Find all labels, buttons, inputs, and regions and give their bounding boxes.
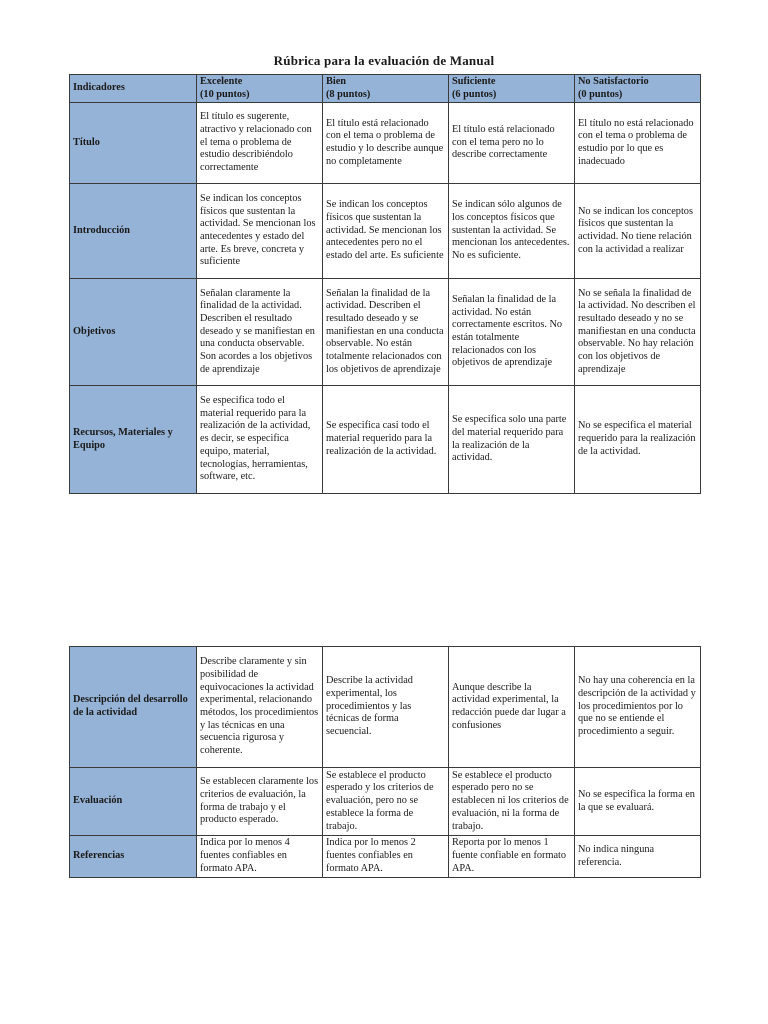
criterion-cell: El título es sugerente, atractivo y relacionado con el tema o problema de estudio describiéndolo correctamente	[197, 103, 323, 184]
row-recursos	[70, 386, 701, 494]
criterion-cell: Indica por lo menos 4 fuentes confiables en formato APA.	[197, 836, 323, 878]
criterion-cell: Describe la actividad experimental, los procedimientos y las técnicas de forma secuencial.	[323, 647, 449, 768]
indicator-label: Descripción del desarrollo de la actividad	[70, 647, 197, 768]
header-row	[70, 75, 701, 103]
indicator-label: Introducción	[70, 184, 197, 279]
header-level-excelente	[197, 75, 323, 103]
rubric-table-part-1	[69, 74, 701, 494]
level-points: (6 puntos)	[452, 89, 497, 100]
criterion-cell: Reporta por lo menos 1 fuente confiable en formato APA.	[449, 836, 575, 878]
header-level-suficiente	[449, 75, 575, 103]
row-evaluacion	[70, 768, 701, 836]
criterion-cell: Se establecen claramente los criterios de evaluación, la forma de trabajo y el producto esperado.	[197, 768, 323, 836]
criterion-cell: Señalan claramente la finalidad de la actividad. Describen el resultado deseado y se manifiestan en una conducta observable. Son acordes a los objetivos de aprendizaje	[197, 279, 323, 386]
criterion-cell: Se indican sólo algunos de los conceptos físicos que sustentan la actividad. Se mencionan los antecedentes. No es suficiente.	[449, 184, 575, 279]
criterion-cell: Se indican los conceptos físicos que sustentan la actividad. Se mencionan los antecedentes pero no el estado del arte. Es suficiente	[323, 184, 449, 279]
document-title: Rúbrica para la evaluación de Manual	[273, 53, 495, 68]
criterion-cell: No se indican los conceptos físicos que sustentan la actividad. No tiene relación con la actividad a realizar	[575, 184, 701, 279]
row-objetivos	[70, 279, 701, 386]
criterion-cell: Señalan la finalidad de la actividad. Describen el resultado deseado y se manifiestan en una conducta observable. No están totalmente relacionados con los objetivos de aprendizaje	[323, 279, 449, 386]
criterion-cell: No se señala la finalidad de la actividad. No describen el resultado deseado y no se manifiestan en una conducta observable. No hay relación con los objetivos de aprendizaje	[575, 279, 701, 386]
row-referencias	[70, 836, 701, 878]
indicator-label: Recursos, Materiales y Equipo	[70, 386, 197, 494]
criterion-cell: El título está relacionado con el tema o problema de estudio y lo describe aunque no completamente	[323, 103, 449, 184]
level-name: No Satisfactorio	[578, 76, 649, 87]
row-introduccion	[70, 184, 701, 279]
criterion-cell: No hay una coherencia en la descripción de la actividad y los procedimientos por lo que no se entiende el procedimiento a seguir.	[575, 647, 701, 768]
criterion-cell: No se especifica la forma en la que se evaluará.	[575, 768, 701, 836]
header-level-no-satisfactorio	[575, 75, 701, 103]
criterion-cell: El título no está relacionado con el tema o problema de estudio por lo que es inadecuado	[575, 103, 701, 184]
criterion-cell: Se especifica casi todo el material requerido para la realización de la actividad.	[323, 386, 449, 494]
criterion-cell: Se indican los conceptos físicos que sustentan la actividad. Se mencionan los antecedentes y estado del arte. Es breve, concreta y suficiente	[197, 184, 323, 279]
criterion-cell: Se establece el producto esperado pero no se establecen ni los criterios de evaluación, ni la forma de trabajo.	[449, 768, 575, 836]
rubric-table-part-2	[69, 646, 701, 878]
level-points: (0 puntos)	[578, 89, 623, 100]
criterion-cell: No se especifica el material requerido para la realización de la actividad.	[575, 386, 701, 494]
indicator-label: Objetivos	[70, 279, 197, 386]
row-titulo	[70, 103, 701, 184]
level-points: (10 puntos)	[200, 89, 250, 100]
level-points: (8 puntos)	[326, 89, 371, 100]
criterion-cell: No indica ninguna referencia.	[575, 836, 701, 878]
level-name: Excelente	[200, 76, 243, 87]
criterion-cell: Aunque describe la actividad experimental, la redacción puede dar lugar a confusiones	[449, 647, 575, 768]
criterion-cell: Se especifica todo el material requerido para la realización de la actividad, es decir, se especifica equipo, material, tecnologías, herramientas, software, etc.	[197, 386, 323, 494]
header-indicadores: Indicadores	[70, 75, 197, 103]
indicator-label: Título	[70, 103, 197, 184]
criterion-cell: Se especifica solo una parte del material requerido para la realización de la actividad.	[449, 386, 575, 494]
level-name: Suficiente	[452, 76, 496, 87]
row-descripcion	[70, 647, 701, 768]
criterion-cell: Indica por lo menos 2 fuentes confiables en formato APA.	[323, 836, 449, 878]
indicator-label: Referencias	[70, 836, 197, 878]
criterion-cell: El título está relacionado con el tema pero no lo describe correctamente	[449, 103, 575, 184]
header-level-bien	[323, 75, 449, 103]
criterion-cell: Se establece el producto esperado y los criterios de evaluación, pero no se establece la forma de trabajo.	[323, 768, 449, 836]
indicator-label: Evaluación	[70, 768, 197, 836]
level-name: Bien	[326, 76, 347, 87]
criterion-cell: Señalan la finalidad de la actividad. No están correctamente escritos. No están totalmente relacionados con los objetivos de aprendizaje	[449, 279, 575, 386]
criterion-cell: Describe claramente y sin posibilidad de equivocaciones la actividad experimental, relacionando métodos, los procedimientos y las técnicas en una secuencia rigurosa y coherente.	[197, 647, 323, 768]
